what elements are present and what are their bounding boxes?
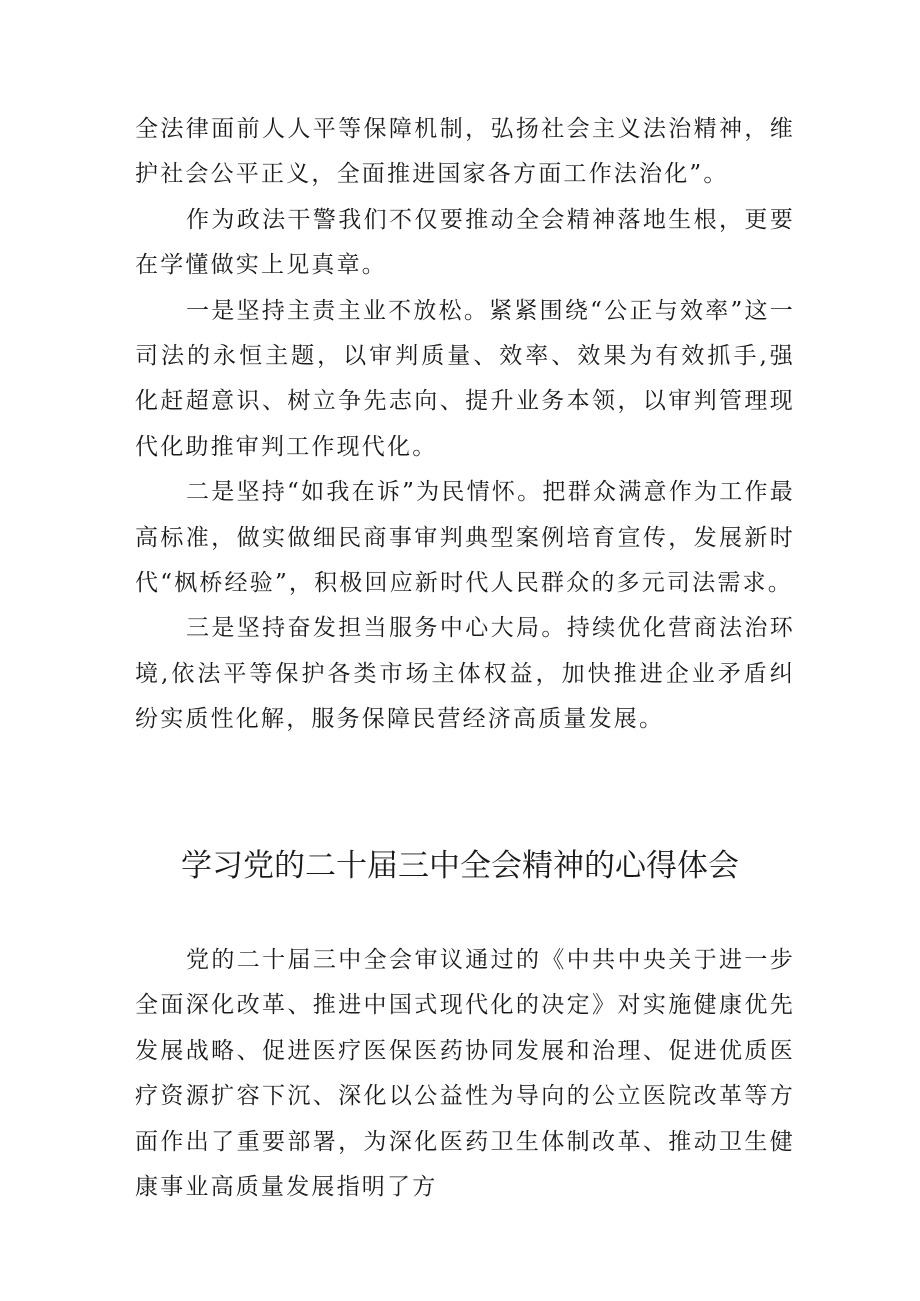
article-title: 学习党的二十届三中全会精神的心得体会 bbox=[181, 848, 739, 884]
paragraph: 一是坚持主责主业不放松。紧紧围绕“公正与效率”这一司法的永恒主题，以审判质量、效率、效果为有效抓手,强化赶超意识、树立争先志向、提升业务本领，以审判管理现代化助推审判工作现代化。 bbox=[135, 297, 795, 460]
article-body-bottom bbox=[135, 938, 795, 1210]
paragraph: 二是坚持“如我在诉”为民情怀。把群众满意作为工作最高标准，做实做细民商事审判典型案例培育宣传，发展新时代“枫桥经验”，积极回应新时代人民群众的多元司法需求。 bbox=[135, 479, 795, 597]
paragraph-continued: 全法律面前人人平等保障机制，弘扬社会主义法治精神，维护社会公平正义，全面推进国家各方面工作法治化”。 bbox=[135, 116, 795, 188]
paragraph: 三是坚持奋发担当服务中心大局。持续优化营商法治环境,依法平等保护各类市场主体权益，加快推进企业矛盾纠纷实质性化解，服务保障民营经济高质量发展。 bbox=[135, 615, 795, 733]
paragraph: 作为政法干警我们不仅要推动全会精神落地生根，更要在学懂做实上见真章。 bbox=[135, 206, 795, 279]
paragraph: 党的二十届三中全会审议通过的《中共中央关于进一步全面深化改革、推进中国式现代化的决定》对实施健康优先发展战略、促进医疗医保医药协同发展和治理、促进优质医疗资源扩容下沉、深化以公益性为导向的公立医院改革等方面作出了重要部署，为深化医药卫生体制改革、推动卫生健康事业高质量发展指明了方 bbox=[135, 947, 795, 1201]
article-body-top bbox=[135, 107, 795, 743]
